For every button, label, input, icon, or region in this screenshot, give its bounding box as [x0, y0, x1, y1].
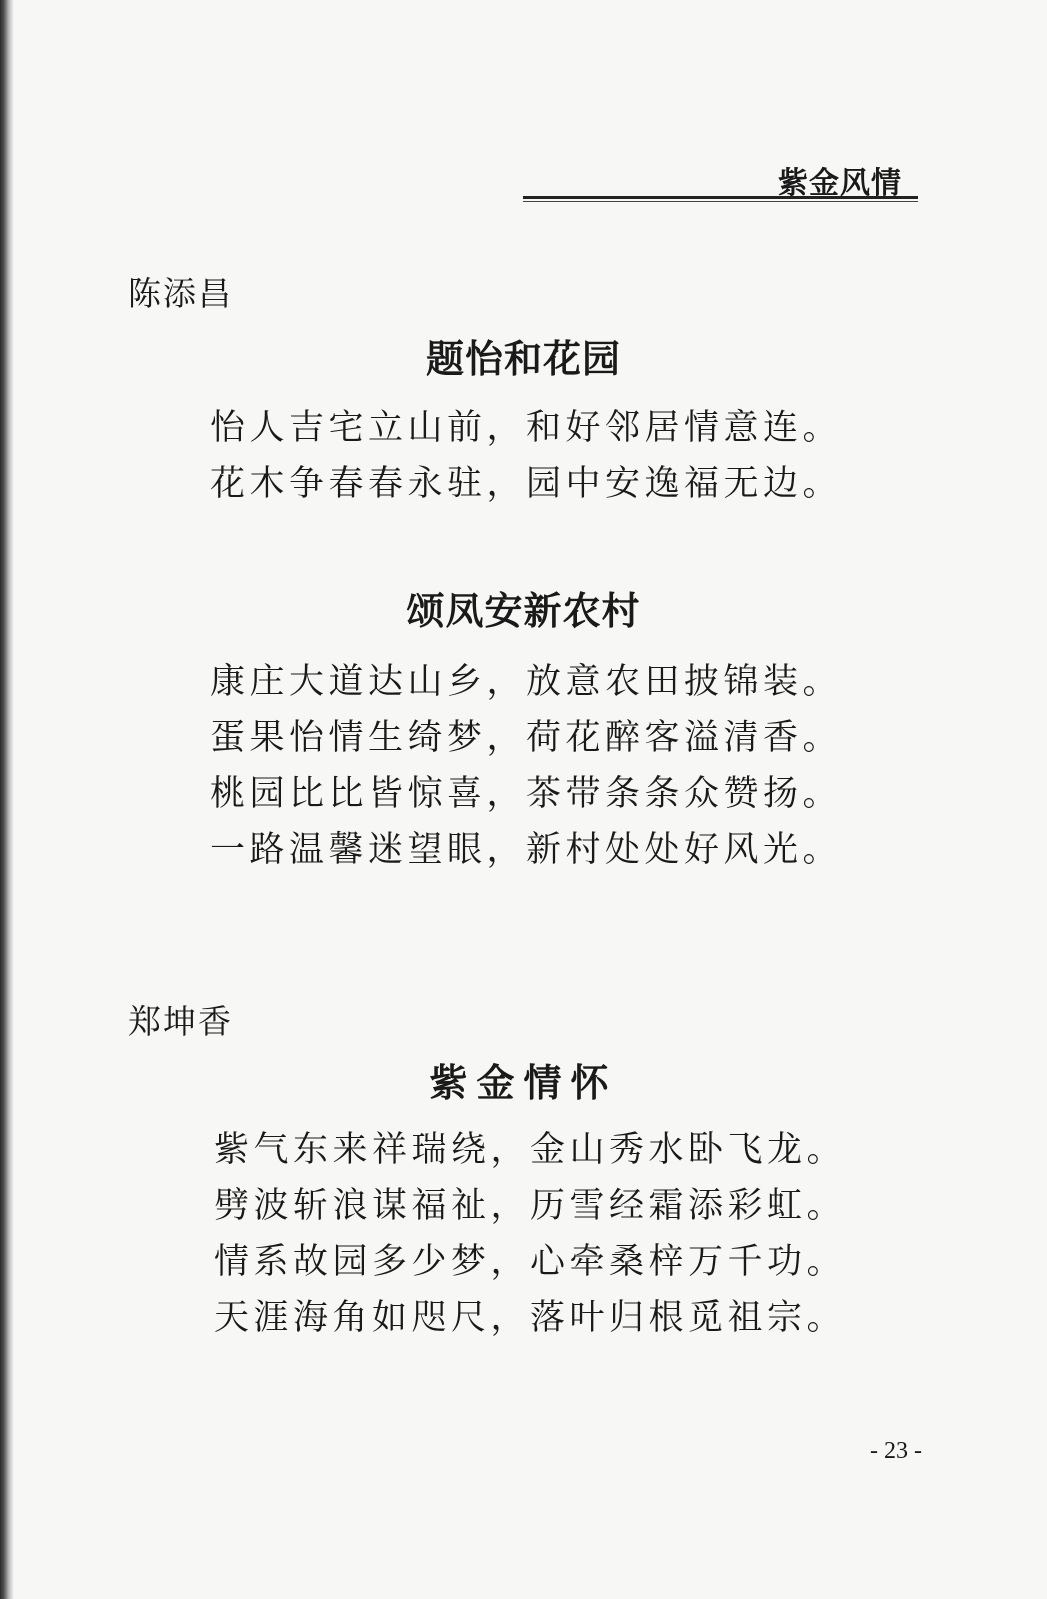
poem-line: 一路温馨迷望眼，新村处处好风光。 [210, 830, 843, 870]
poem-title: 颂凤安新农村 [406, 588, 641, 633]
poem-line: 怡人吉宅立山前，和好邻居情意连。 [210, 408, 843, 448]
poem-line: 劈波斩浪谋福祉，历雪经霜添彩虹。 [214, 1186, 847, 1226]
poem-body [210, 654, 842, 878]
page-binding-edge [0, 0, 14, 1599]
poem-line: 康庄大道达山乡，放意农田披锦装。 [210, 662, 843, 702]
poem-line: 桃园比比皆惊喜，茶带条条众赞扬。 [210, 774, 843, 814]
poem-line: 蛋果怡情生绮梦，荷花醉客溢清香。 [210, 718, 843, 758]
running-header-title: 紫金风情 [778, 166, 902, 201]
poem-body [214, 1122, 846, 1346]
page-number: - 23 - [870, 1438, 922, 1464]
poem-line: 情系故园多少梦，心牵桑梓万千功。 [214, 1242, 847, 1282]
poem-line: 花木争春春永驻，园中安逸福无边。 [210, 464, 843, 504]
poem-title: 紫金情怀 [429, 1060, 618, 1105]
header-rule [523, 196, 918, 199]
poem-title: 题怡和花园 [425, 336, 621, 381]
poem-body [210, 400, 842, 512]
poem-line: 紫气东来祥瑞绕，金山秀水卧飞龙。 [214, 1130, 847, 1170]
poem-line: 天涯海角如咫尺，落叶归根觅祖宗。 [214, 1298, 847, 1338]
author-name: 陈添昌 [128, 274, 233, 313]
author-name: 郑坤香 [128, 1002, 233, 1041]
header-rule-secondary [523, 201, 918, 202]
